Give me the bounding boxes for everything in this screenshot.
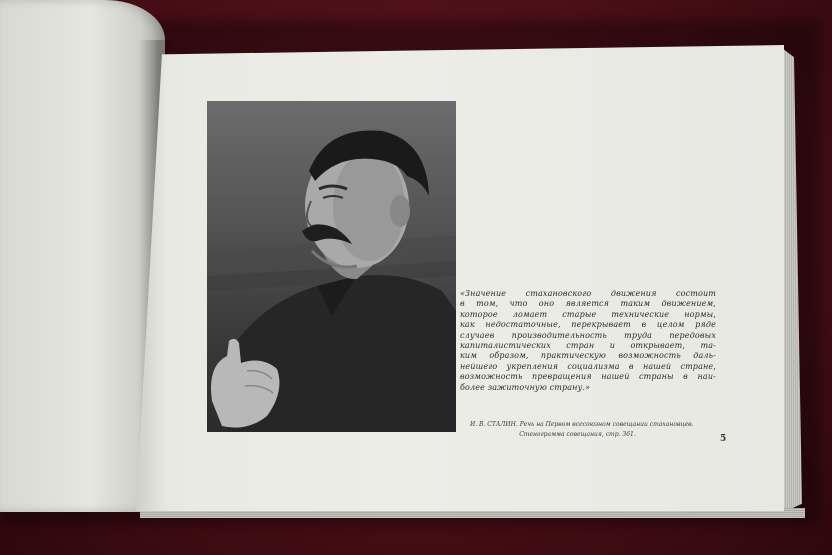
- quote-line: которое ломает старые технические нормы,: [460, 309, 716, 319]
- quote-line: «Значение стахановского движения состоит: [460, 289, 716, 298]
- attribution-source: Стенограмма совещания, стр. 361.: [519, 431, 636, 438]
- portrait-photo: [207, 101, 456, 432]
- quote-line: в том, что оно является таким движением,: [460, 299, 716, 309]
- quote-line: капиталистических стран и открывает, та-: [460, 341, 716, 351]
- portrait-illustration: [207, 101, 456, 432]
- quote-attribution: [470, 420, 720, 440]
- quote-line: более зажиточную страну.»: [460, 382, 591, 392]
- page-number: 5: [720, 434, 727, 444]
- quote-line: ким образом, практическую возможность даль-: [460, 351, 716, 361]
- quote-line: как недостаточные, перекрывает в целом ряде: [460, 320, 716, 330]
- quote-line: случаев производительность труда передовых: [460, 330, 716, 340]
- attribution-author: И. В. СТАЛИН. Речь на Первом всесоюзном совещании стахановцев.: [470, 421, 694, 428]
- quote-text: [460, 289, 716, 393]
- quote-line: нейшего укрепления социализма в нашей стране,: [460, 361, 716, 371]
- quote-line: возможность превращения нашей страны в наи-: [460, 372, 716, 382]
